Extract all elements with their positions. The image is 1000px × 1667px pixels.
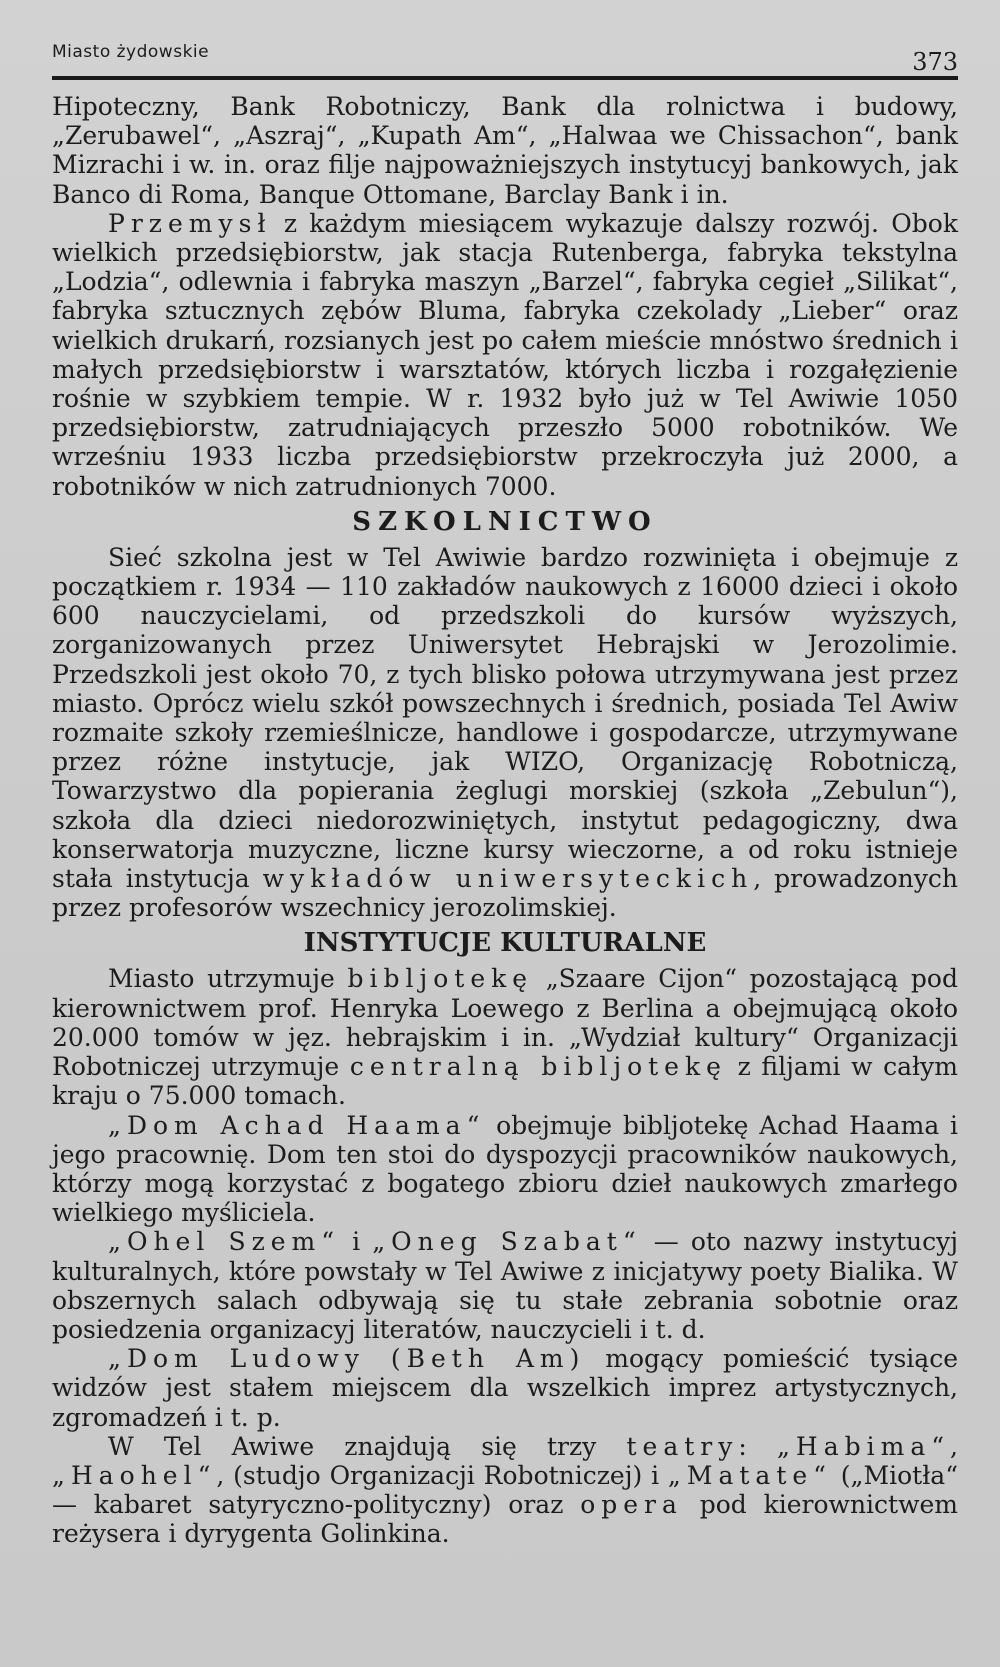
paragraph-banks: Hipoteczny, Bank Robotniczy, Bank dla rolnictwa i budowy, „Zerubawel“, „Aszraj“, „Kupath Am“, „Halwaa we Chissachon“, bank Mizrachi i w. in. oraz filje najpoważniejszych instytucyj bankowych, jak Banco di Roma, Banque Ottomane, Barclay Bank i in. [52,92,958,209]
spaced-term: teatry [626,1431,739,1461]
paragraph-text: Sieć szkolna jest w Tel Awiwie bardzo rozwinięta i obejmuje z początkiem r. 1934 — 110 zakładów naukowych z 16000 dzieci i około 600 nauczycielami, od przedszkoli do kursów wyższych, zorganizowanych przez Uniwersytet Hebrajski w Jerozolimie. Przedszkoli jest około 70, z tych blisko połowa utrzymywana jest przez miasto. Oprócz wielu szkół powszechnych i średnich, posiada Tel Awiw rozmaite szkoły rzemieślnicze, handlowe i gospodarcze, utrzymywane przez różne instytucje, jak WIZO, Organizację Robotniczą, Towarzystwo dla popierania żeglugi morskiej (szkoła „Zebulun“), szkoła dla dzieci niedorozwiniętych, instytut pedagogiczny, dwa konserwatorja muzyczne, liczne kursy wieczorne, a od roku istnieje stała instytucja [52,542,958,894]
paragraph-text: : [738,1431,777,1461]
body-text [52,92,958,1549]
section-title-schools: SZKOLNICTWO [352,506,658,537]
spaced-term: bibljotekę [347,964,534,994]
paragraph-text: obejmuje bibljotekę Achad Haama i jego pracownię. Dom ten stoi do dyspozycji pracowników naukowych, którzy mogą korzystać z bogatego zbioru dzieł naukowych zmarłego wielkiego myśliciela. [52,1110,959,1228]
paragraph-text: — oto nazwy instytucyj kulturalnych, które powstały w Tel Awiwe z inicjatywy poety Bialika. W obszernych salach odbywają się tu stałe zebrania sobotnie oraz posiedzenia organizacyj literatów, nauczycieli i t. d. [52,1227,958,1344]
running-title: Miasto żydowskie [52,42,210,62]
spaced-term: opera [580,1490,683,1520]
page-header [52,36,958,74]
spaced-term: Przemysł [108,208,272,238]
paragraph-dom-ludowy [52,1344,958,1432]
spaced-term: „Haohel“ [52,1460,217,1490]
paragraph-ohel-szem [52,1227,958,1344]
page-number: 373 [912,48,958,76]
paragraph-text: mogący pomieścić tysiące widzów jest stałem miejscem dla wszelkich imprez artystycznych, zgromadzeń i t. p. [52,1344,958,1432]
paragraph-text: („Miotła“ — kabaret satyryczno-polityczny) oraz [52,1460,958,1520]
paragraph-achad-haam [52,1111,958,1228]
paragraph-text: z filjami w całym kraju o 75.000 tomach. [52,1052,958,1111]
paragraph-text: „Szaare Cijon“ pozostającą pod kierownictwem prof. Henryka Loewego z Berlina a obejmującą około 20.000 tomów w jęz. hebrajskim i in. „Wydział kultury“ Organizacji Robotniczej utrzymuje [52,964,958,1082]
spaced-term: „Dom Ludowy (Beth Am) [108,1344,586,1374]
header-rule [52,76,958,80]
spaced-term: „Matate“ [667,1460,832,1490]
paragraph-text: z każdym miesiącem wykazuje dalszy rozwój. Obok wielkich przedsiębiorstw, jak stacja Rutenberga, fabryka tekstylna „Lodzia“, odlewnia i fabryka maszyn „Barzel“, fabryka cegieł „Silikat“, fabryka sztucznych zębów Bluma, fabryka czekolady „Lieber“ oraz wielkich drukarń, rozsianych jest po całem mieście mnóstwo średnich i małych przedsiębiorstw i warsztatów, których liczba i rozgałęzienie rośnie w szybkiem tempie. W r. 1932 było już w Tel Awiwie 1050 przedsiębiorstw, zatrudniających przeszło 5000 robotników. We wrześniu 1933 liczba przedsiębiorstw przekroczyła już 2000, a robotników w nich zatrudnionych 7000. [52,208,958,501]
spaced-term: wykładów uniwersyteckich [262,864,754,894]
spaced-term: „Dom Achad Haama“ [108,1110,486,1140]
paragraph-text: W Tel Awiwe znajdują się trzy [108,1431,627,1461]
paragraph-text: , prowadzonych przez profesorów wszechnicy jerozolimskiej. [52,864,958,923]
spaced-term: „Oneg Szabat“ [372,1227,642,1257]
paragraph-schools [52,543,958,923]
paragraph-theatres [52,1432,958,1549]
paragraph-text: , (studjo Organizacji Robotniczej) i [216,1460,668,1490]
spaced-term: centralną bibljotekę [349,1052,727,1082]
section-title-culture: INSTYTUCJE KULTURALNE [303,928,707,959]
paragraph-libraries [52,964,958,1110]
paragraph-text: , [950,1431,958,1461]
paragraph-text: Miasto utrzymuje [108,964,348,994]
spaced-term: „Habima“ [776,1431,951,1461]
paragraph-text: i [340,1227,373,1257]
spaced-term: „Ohel Szem“ [108,1227,341,1257]
paragraph-industry [52,209,958,501]
paragraph-text: pod kierownictwem reżysera i dyrygenta Golinkina. [52,1490,958,1549]
